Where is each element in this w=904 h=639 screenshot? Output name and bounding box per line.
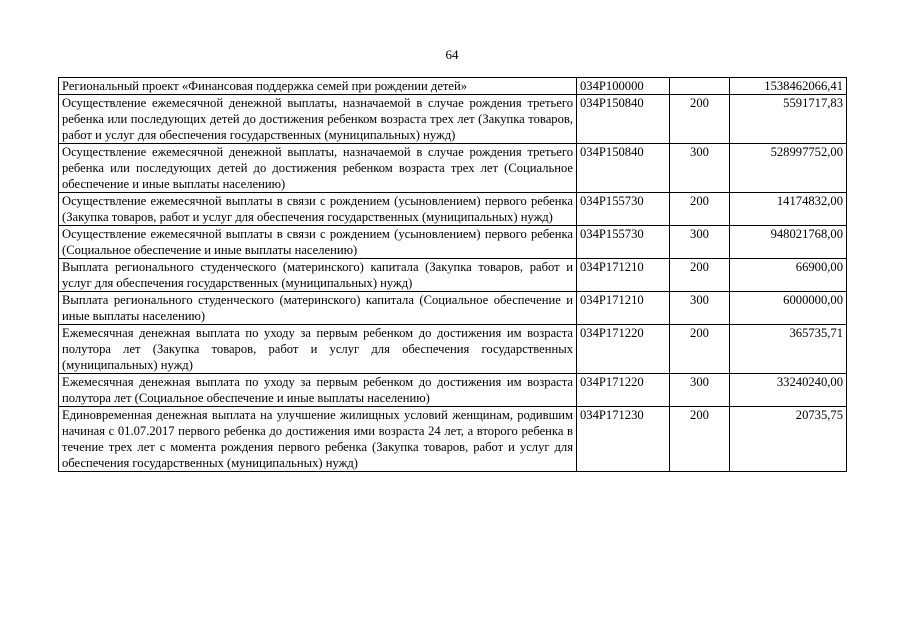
row-expense-type: 200 [670,259,730,292]
row-expense-type: 200 [670,95,730,144]
row-amount: 20735,75 [730,407,847,472]
table-row [59,144,847,193]
row-expense-type: 200 [670,325,730,374]
row-name: Осуществление ежемесячной выплаты в связи с рождением (усыновлением) первого ребенка (Закупка товаров, работ и услуг для обеспечения государственных (муниципальных) нужд) [59,193,577,226]
row-name: Выплата регионального студенческого (материнского) капитала (Социальное обеспечение и иные выплаты населению) [59,292,577,325]
row-name: Единовременная денежная выплата на улучшение жилищных условий женщинам, родившим начиная с 01.07.2017 первого ребенка до достижения ими возраста 24 лет, а второго ребенка в течение трех лет с момента рождения первого ребенка (Закупка товаров, работ и услуг для обеспечения государственных (муниципальных) нужд) [59,407,577,472]
row-code: 034P100000 [577,78,670,95]
row-code: 034P171220 [577,374,670,407]
row-name: Выплата регионального студенческого (материнского) капитала (Закупка товаров, работ и услуг для обеспечения государственных (муниципальных) нужд) [59,259,577,292]
budget-table [58,77,847,472]
table-row [59,325,847,374]
row-amount: 6000000,00 [730,292,847,325]
row-amount: 528997752,00 [730,144,847,193]
row-code: 034P155730 [577,193,670,226]
table-row [59,292,847,325]
row-code: 034P171220 [577,325,670,374]
row-name: Ежемесячная денежная выплата по уходу за первым ребенком до достижения им возраста полутора лет (Закупка товаров, работ и услуг для обеспечения государственных (муниципальных) нужд) [59,325,577,374]
row-name: Ежемесячная денежная выплата по уходу за первым ребенком до достижения им возраста полутора лет (Социальное обеспечение и иные выплаты населению) [59,374,577,407]
row-expense-type [670,78,730,95]
row-code: 034P171210 [577,292,670,325]
row-code: 034P171230 [577,407,670,472]
row-amount: 14174832,00 [730,193,847,226]
row-expense-type: 200 [670,193,730,226]
table-row [59,259,847,292]
table-row [59,374,847,407]
row-name: Осуществление ежемесячной денежной выплаты, назначаемой в случае рождения третьего ребенка или последующих детей до достижения ребенком возраста трех лет (Социальное обеспечение и иные выплаты населению) [59,144,577,193]
row-amount: 1538462066,41 [730,78,847,95]
row-amount: 33240240,00 [730,374,847,407]
table-row [59,407,847,472]
row-code: 034P155730 [577,226,670,259]
row-name: Осуществление ежемесячной выплаты в связи с рождением (усыновлением) первого ребенка (Социальное обеспечение и иные выплаты населению) [59,226,577,259]
row-name: Осуществление ежемесячной денежной выплаты, назначаемой в случае рождения третьего ребенка или последующих детей до достижения ребенком возраста трех лет (Закупка товаров, работ и услуг для обеспечения государственных (муниципальных) нужд) [59,95,577,144]
row-code: 034P150840 [577,144,670,193]
table-row [59,193,847,226]
page-number: 64 [445,47,459,62]
row-expense-type: 300 [670,292,730,325]
row-expense-type: 200 [670,407,730,472]
row-name: Региональный проект «Финансовая поддержка семей при рождении детей» [59,78,577,95]
row-amount: 5591717,83 [730,95,847,144]
table-row [59,95,847,144]
row-expense-type: 300 [670,374,730,407]
table-row [59,78,847,95]
row-expense-type: 300 [670,144,730,193]
row-code: 034P150840 [577,95,670,144]
row-amount: 365735,71 [730,325,847,374]
row-amount: 948021768,00 [730,226,847,259]
row-code: 034P171210 [577,259,670,292]
row-expense-type: 300 [670,226,730,259]
row-amount: 66900,00 [730,259,847,292]
table-row [59,226,847,259]
